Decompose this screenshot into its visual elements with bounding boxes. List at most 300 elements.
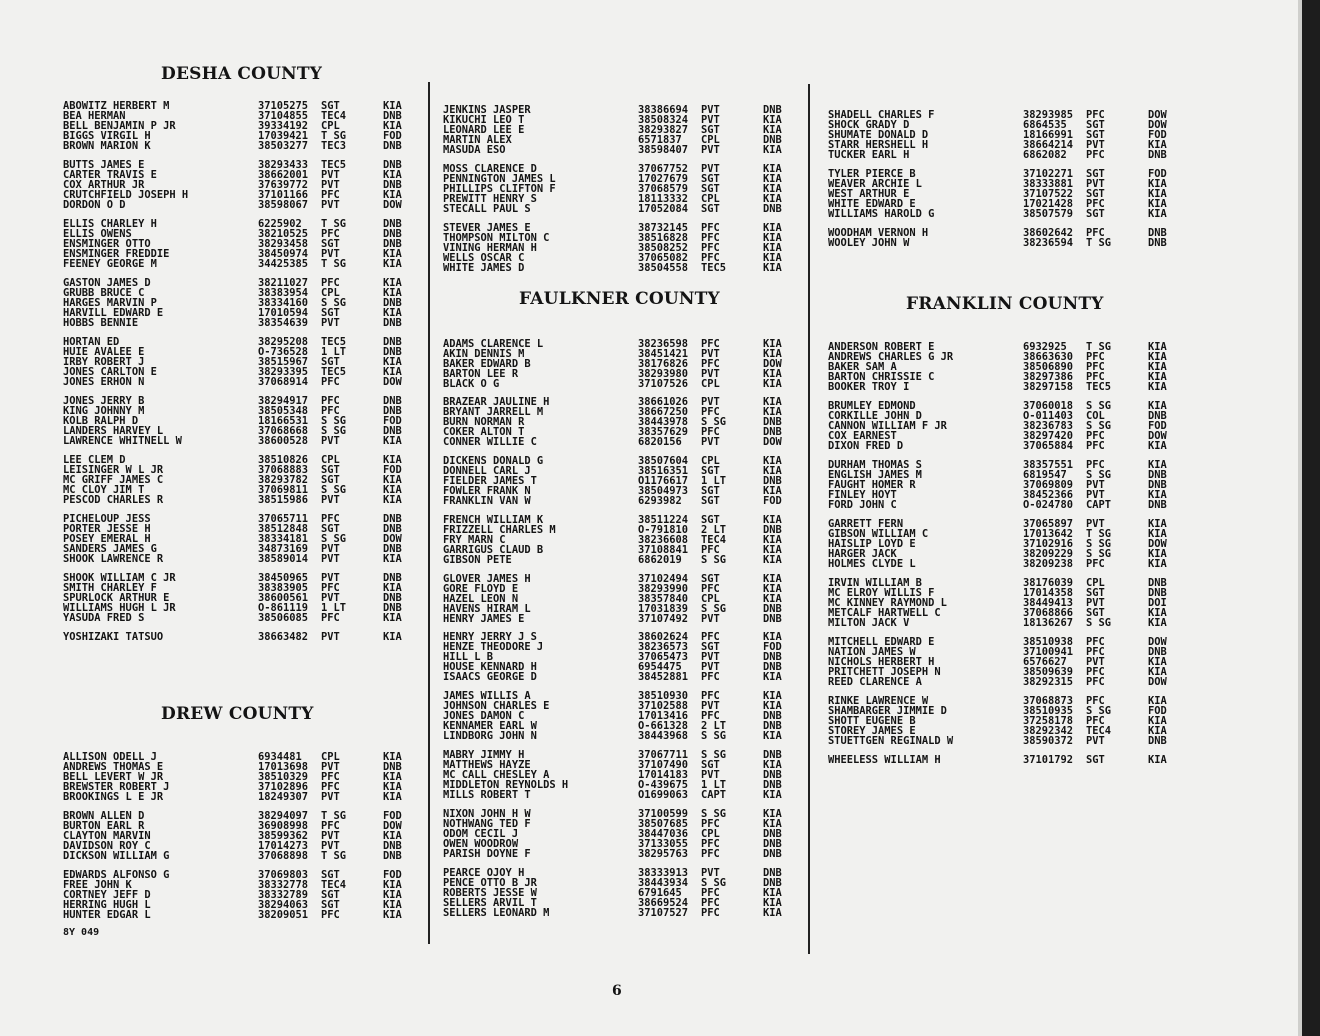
serial-number: 6791645	[638, 887, 682, 899]
status-code: DNB	[1148, 499, 1167, 511]
rank: SGT	[701, 465, 720, 477]
serial-number: 38333913	[638, 867, 689, 879]
soldier-name: ODOM CECIL J	[443, 828, 519, 840]
soldier-name: SPURLOCK ARTHUR E	[63, 592, 170, 604]
serial-number: 38510935	[1023, 705, 1074, 717]
rank: TEC5	[321, 366, 347, 378]
status-code: KIA	[763, 222, 782, 234]
rank: SGT	[321, 307, 340, 319]
rank: PFC	[1086, 636, 1105, 648]
soldier-name: FRY MARN C	[443, 534, 506, 546]
soldier-name: PEARCE OJOY H	[443, 867, 525, 879]
rank: SGT	[701, 124, 720, 136]
serial-number: 38505348	[258, 405, 309, 417]
serial-number: 38236608	[638, 534, 689, 546]
soldier-name: SHADELL CHARLES F	[828, 109, 935, 121]
soldier-name: STOREY JAMES E	[828, 725, 916, 737]
status-code: KIA	[383, 494, 402, 506]
serial-number: 37105275	[258, 100, 309, 112]
status-code: KIA	[1148, 188, 1167, 200]
roster-row	[828, 441, 1198, 451]
serial-number: 37102271	[1023, 168, 1074, 180]
status-code: KIA	[1148, 666, 1167, 678]
rank: PFC	[321, 395, 340, 407]
serial-number: 38600561	[258, 592, 309, 604]
roster-row	[443, 908, 813, 918]
name-group	[828, 519, 1198, 569]
status-code: DNB	[383, 238, 402, 250]
rank: PFC	[321, 376, 340, 388]
soldier-name: DICKENS DONALD G	[443, 455, 544, 467]
soldier-name: HUNTER EDGAR L	[63, 909, 151, 921]
roster-row	[63, 436, 433, 446]
status-code: KIA	[383, 307, 402, 319]
soldier-name: HERRING HUGH L	[63, 899, 151, 911]
status-code: KIA	[1148, 607, 1167, 619]
soldier-name: PESCOD CHARLES R	[63, 494, 164, 506]
serial-number: 34425385	[258, 258, 309, 270]
soldier-name: CONNER WILLIE C	[443, 436, 537, 448]
rank: T SG	[321, 130, 347, 142]
soldier-name: HAISLIP LOYD E	[828, 538, 916, 550]
serial-number: 6571837	[638, 134, 682, 146]
status-code: FOD	[383, 869, 402, 881]
status-code: KIA	[1148, 208, 1167, 220]
rank: PFC	[321, 228, 340, 240]
rank: PVT	[701, 396, 720, 408]
soldier-name: BROWN MARION K	[63, 140, 151, 152]
soldier-name: PHILLIPS CLIFTON F	[443, 183, 556, 195]
soldier-name: BURTON EARL R	[63, 820, 145, 832]
rank: PFC	[701, 848, 720, 860]
roster-row	[443, 790, 813, 800]
soldier-name: DONNELL CARL J	[443, 465, 531, 477]
serial-number: 38663630	[1023, 351, 1074, 363]
rank: SGT	[321, 474, 340, 486]
rank: SGT	[321, 869, 340, 881]
serial-number: 38383905	[258, 582, 309, 594]
soldier-name: HAVENS HIRAM L	[443, 603, 531, 615]
status-code: KIA	[763, 808, 782, 820]
status-code: DNB	[763, 416, 782, 428]
soldier-name: SHUMATE DONALD D	[828, 129, 929, 141]
rank: PFC	[701, 222, 720, 234]
soldier-name: THOMPSON MILTON C	[443, 232, 550, 244]
status-code: KIA	[383, 899, 402, 911]
roster-row	[63, 200, 433, 210]
status-code: DNB	[383, 395, 402, 407]
soldier-name: HOUSE KENNARD H	[443, 661, 537, 673]
serial-number: 38669524	[638, 897, 689, 909]
rank: PVT	[701, 368, 720, 380]
serial-number: 38209238	[1023, 558, 1074, 570]
soldier-name: HOLMES CLYDE L	[828, 558, 916, 570]
rank: PVT	[1086, 489, 1105, 501]
rank: 1 LT	[701, 779, 727, 791]
rank: CPL	[321, 287, 340, 299]
rank: SGT	[701, 514, 720, 526]
rank: SGT	[701, 173, 720, 185]
serial-number: 36908998	[258, 820, 309, 832]
status-code: FOD	[383, 464, 402, 476]
serial-number: 6225902	[258, 218, 302, 230]
serial-number: 38443934	[638, 877, 689, 889]
status-code: DNB	[383, 543, 402, 555]
status-code: KIA	[383, 120, 402, 132]
status-code: KIA	[763, 232, 782, 244]
rank: PFC	[701, 818, 720, 830]
status-code: DNB	[763, 651, 782, 663]
soldier-name: YASUDA FRED S	[63, 612, 145, 624]
rank: SGT	[701, 641, 720, 653]
status-code: DNB	[763, 749, 782, 761]
soldier-name: YOSHIZAKI TATSUO	[63, 631, 164, 643]
serial-number: 37068866	[1023, 607, 1074, 619]
rank: PVT	[1086, 139, 1105, 151]
roster-row	[63, 318, 433, 328]
serial-number: 17039421	[258, 130, 309, 142]
rank: S SG	[701, 749, 727, 761]
status-code: DNB	[1148, 646, 1167, 658]
rank: CAPT	[1086, 499, 1112, 511]
soldier-name: SELLERS LEONARD M	[443, 907, 550, 919]
serial-number: 38354639	[258, 317, 309, 329]
status-code: KIA	[763, 700, 782, 712]
soldier-name: FRENCH WILLIAM K	[443, 514, 544, 526]
status-code: KIA	[1148, 725, 1167, 737]
roster-row	[443, 672, 813, 682]
status-code: DNB	[383, 110, 402, 122]
rank: S SG	[1086, 469, 1112, 481]
soldier-name: ALLISON ODELL J	[63, 751, 157, 763]
serial-number: 38510826	[258, 454, 309, 466]
serial-number: 38295208	[258, 336, 309, 348]
serial-number: 38294917	[258, 395, 309, 407]
status-code: DOW	[383, 376, 402, 388]
serial-number: O1176617	[638, 475, 689, 487]
serial-number: 38293782	[258, 474, 309, 486]
status-code: KIA	[763, 378, 782, 390]
serial-number: 37068898	[258, 850, 309, 862]
status-code: KIA	[383, 189, 402, 201]
rank: TEC4	[1086, 725, 1112, 737]
serial-number: 6864535	[1023, 119, 1067, 131]
status-code: DNB	[763, 524, 782, 536]
rank: S SG	[1086, 705, 1112, 717]
status-code: KIA	[1148, 489, 1167, 501]
rank: PFC	[321, 189, 340, 201]
rank: CPL	[701, 193, 720, 205]
rank: PFC	[701, 406, 720, 418]
rank: T SG	[321, 258, 347, 270]
status-code: KIA	[1148, 361, 1167, 373]
rank: PFC	[1086, 695, 1105, 707]
serial-number: 38602624	[638, 631, 689, 643]
rank: SGT	[321, 356, 340, 368]
soldier-name: IRVIN WILLIAM B	[828, 577, 922, 589]
soldier-name: BRYANT JARRELL M	[443, 406, 544, 418]
status-code: DNB	[763, 867, 782, 879]
rank: 2 LT	[701, 720, 727, 732]
roster-row	[828, 755, 1198, 765]
serial-number: 38209051	[258, 909, 309, 921]
serial-number: 37102588	[638, 700, 689, 712]
soldier-name: DICKSON WILLIAM G	[63, 850, 170, 862]
soldier-name: RINKE LAWRENCE W	[828, 695, 929, 707]
serial-number: 18113332	[638, 193, 689, 205]
soldier-name: DAVIDSON ROY C	[63, 840, 151, 852]
status-code: KIA	[763, 583, 782, 595]
serial-number: 38443978	[638, 416, 689, 428]
rank: SGT	[1086, 607, 1105, 619]
soldier-name: JAMES WILLIS A	[443, 690, 531, 702]
roster-row	[63, 259, 433, 269]
rank: PFC	[321, 771, 340, 783]
serial-number: 17014183	[638, 769, 689, 781]
status-code: KIA	[1148, 528, 1167, 540]
soldier-name: MILTON JACK V	[828, 617, 910, 629]
status-code: KIA	[763, 671, 782, 683]
soldier-name: HENRY JERRY J S	[443, 631, 537, 643]
serial-number: 38732145	[638, 222, 689, 234]
serial-number: 17027679	[638, 173, 689, 185]
status-code: KIA	[1148, 558, 1167, 570]
roster-row	[443, 496, 813, 506]
serial-number: 17052084	[638, 203, 689, 215]
soldier-name: STUETTGEN REGINALD W	[828, 735, 954, 747]
name-group	[828, 637, 1198, 687]
rank: PFC	[1086, 558, 1105, 570]
serial-number: 37258178	[1023, 715, 1074, 727]
soldier-name: BROOKINGS L E JR	[63, 791, 164, 803]
status-code: KIA	[763, 730, 782, 742]
rank: TEC3	[321, 140, 347, 152]
status-code: DNB	[1148, 469, 1167, 481]
rank: PVT	[321, 572, 340, 584]
serial-number: 34873169	[258, 543, 309, 555]
rank: CPL	[701, 593, 720, 605]
roster-row	[828, 500, 1198, 510]
soldier-name: MC CALL CHESLEY A	[443, 769, 550, 781]
rank: PFC	[701, 242, 720, 254]
serial-number: 18136267	[1023, 617, 1074, 629]
serial-number: 38589014	[258, 553, 309, 565]
soldier-name: PARISH DOYNE F	[443, 848, 531, 860]
soldier-name: DIXON FRED D	[828, 440, 904, 452]
rank: S SG	[701, 603, 727, 615]
rank: CPL	[321, 751, 340, 763]
rank: PFC	[321, 820, 340, 832]
soldier-name: FOWLER FRANK N	[443, 485, 531, 497]
serial-number: 38294097	[258, 810, 309, 822]
soldier-name: ELLIS OWENS	[63, 228, 132, 240]
status-code: DNB	[763, 134, 782, 146]
serial-number: 38515967	[258, 356, 309, 368]
status-code: DNB	[383, 425, 402, 437]
soldier-name: MC GRIFF JAMES C	[63, 474, 164, 486]
status-code: DNB	[383, 513, 402, 525]
rank: T SG	[321, 850, 347, 862]
rank: SGT	[701, 203, 720, 215]
status-code: DNB	[763, 779, 782, 791]
status-code: KIA	[1148, 351, 1167, 363]
roster-row	[443, 204, 813, 214]
rank: T SG	[1086, 528, 1112, 540]
name-group	[443, 397, 813, 447]
serial-number: 38294063	[258, 899, 309, 911]
status-code: DNB	[383, 761, 402, 773]
soldier-name: JONES DAMON C	[443, 710, 525, 722]
rank: PFC	[321, 405, 340, 417]
status-code: DNB	[763, 720, 782, 732]
rank: SGT	[1086, 129, 1105, 141]
rank: PVT	[701, 114, 720, 126]
status-code: KIA	[763, 193, 782, 205]
name-group	[828, 696, 1198, 746]
serial-number: 38590372	[1023, 735, 1074, 747]
serial-number: O-439675	[638, 779, 689, 791]
serial-number: O-011403	[1023, 410, 1074, 422]
serial-number: 37068668	[258, 425, 309, 437]
serial-number: 6934481	[258, 751, 302, 763]
roster-row	[63, 495, 433, 505]
soldier-name: MARTIN ALEX	[443, 134, 512, 146]
soldier-name: VINING HERMAN H	[443, 242, 537, 254]
name-group	[63, 573, 433, 623]
rank: T SG	[1086, 237, 1112, 249]
serial-number: 38504973	[638, 485, 689, 497]
rank: PVT	[701, 613, 720, 625]
status-code: KIA	[763, 573, 782, 585]
rank: PFC	[701, 426, 720, 438]
rank: PVT	[701, 348, 720, 360]
soldier-name: HARGES MARVIN P	[63, 297, 157, 309]
status-code: FOD	[763, 495, 782, 507]
serial-number: O-661328	[638, 720, 689, 732]
serial-number: 37107526	[638, 378, 689, 390]
rank: PFC	[701, 544, 720, 556]
status-code: KIA	[763, 183, 782, 195]
serial-number: 38507604	[638, 455, 689, 467]
roster-row	[443, 379, 813, 389]
status-code: KIA	[1148, 548, 1167, 560]
soldier-name: ANDERSON ROBERT E	[828, 341, 935, 353]
status-code: KIA	[1148, 371, 1167, 383]
serial-number: 6932925	[1023, 341, 1067, 353]
name-group	[828, 110, 1198, 160]
rank: PFC	[321, 781, 340, 793]
serial-number: 37068579	[638, 183, 689, 195]
status-code: KIA	[763, 789, 782, 801]
county-heading: FRANKLIN COUNTY	[906, 294, 1104, 314]
name-group	[443, 574, 813, 624]
status-code: DNB	[763, 104, 782, 116]
status-code: DNB	[383, 602, 402, 614]
rank: S SG	[701, 416, 727, 428]
name-group	[443, 691, 813, 741]
name-group	[828, 169, 1198, 219]
serial-number: O1699063	[638, 789, 689, 801]
status-code: KIA	[383, 781, 402, 793]
soldier-name: CRUTCHFIELD JOSEPH H	[63, 189, 189, 201]
status-code: KIA	[1148, 381, 1167, 393]
serial-number: 37065884	[1023, 440, 1074, 452]
serial-number: 38598067	[258, 199, 309, 211]
status-code: DNB	[383, 346, 402, 358]
rank: PFC	[701, 887, 720, 899]
status-code: DNB	[763, 769, 782, 781]
rank: PVT	[1086, 518, 1105, 530]
serial-number: 37069803	[258, 869, 309, 881]
serial-number: 37100599	[638, 808, 689, 820]
status-code: DOW	[1148, 119, 1167, 131]
rank: S SG	[1086, 548, 1112, 560]
name-group	[443, 105, 813, 155]
name-group	[63, 219, 433, 269]
soldier-name: BOOKER TROY I	[828, 381, 910, 393]
rank: 1 LT	[701, 475, 727, 487]
status-code: KIA	[763, 144, 782, 156]
roster-row	[443, 555, 813, 565]
rank: PVT	[321, 840, 340, 852]
status-code: KIA	[763, 759, 782, 771]
status-code: DNB	[383, 159, 402, 171]
soldier-name: STECALL PAUL S	[443, 203, 531, 215]
serial-number: 37068873	[1023, 695, 1074, 707]
soldier-name: BAKER SAM A	[828, 361, 897, 373]
soldier-name: SHOTT EUGENE B	[828, 715, 916, 727]
rank: PVT	[1086, 597, 1105, 609]
serial-number: O-736528	[258, 346, 309, 358]
rank: PFC	[1086, 361, 1105, 373]
serial-number: 38507579	[1023, 208, 1074, 220]
soldier-name: ENSMINGER FREDDIE	[63, 248, 170, 260]
serial-number: 6293982	[638, 495, 682, 507]
status-code: KIA	[383, 435, 402, 447]
soldier-name: METCALF HARTWELL C	[828, 607, 941, 619]
soldier-name: FIELDER JAMES T	[443, 475, 537, 487]
status-code: KIA	[1148, 400, 1167, 412]
soldier-name: FEENEY GEORGE M	[63, 258, 157, 270]
serial-number: 37101792	[1023, 754, 1074, 766]
name-group	[63, 870, 433, 920]
status-code: DNB	[1148, 410, 1167, 422]
name-group	[828, 401, 1198, 451]
rank: PVT	[1086, 178, 1105, 190]
status-code: KIA	[1148, 754, 1167, 766]
soldier-name: STARR HERSHELL H	[828, 139, 929, 151]
serial-number: 37107527	[638, 907, 689, 919]
rank: 2 LT	[701, 524, 727, 536]
soldier-name: GIBSON WILLIAM C	[828, 528, 929, 540]
roster-row	[828, 150, 1198, 160]
status-code: KIA	[763, 907, 782, 919]
name-group	[443, 750, 813, 800]
rank: PVT	[701, 104, 720, 116]
status-code: DNB	[383, 140, 402, 152]
rank: PVT	[1086, 479, 1105, 491]
rank: S SG	[321, 533, 347, 545]
roster-row	[63, 792, 433, 802]
soldier-name: CLAYTON MARVIN	[63, 830, 151, 842]
status-code: KIA	[763, 368, 782, 380]
soldier-name: HARVILL EDWARD E	[63, 307, 164, 319]
status-code: KIA	[763, 262, 782, 274]
serial-number: 37100941	[1023, 646, 1074, 658]
serial-number: 37068883	[258, 464, 309, 476]
name-group	[63, 455, 433, 505]
serial-number: 38209229	[1023, 548, 1074, 560]
